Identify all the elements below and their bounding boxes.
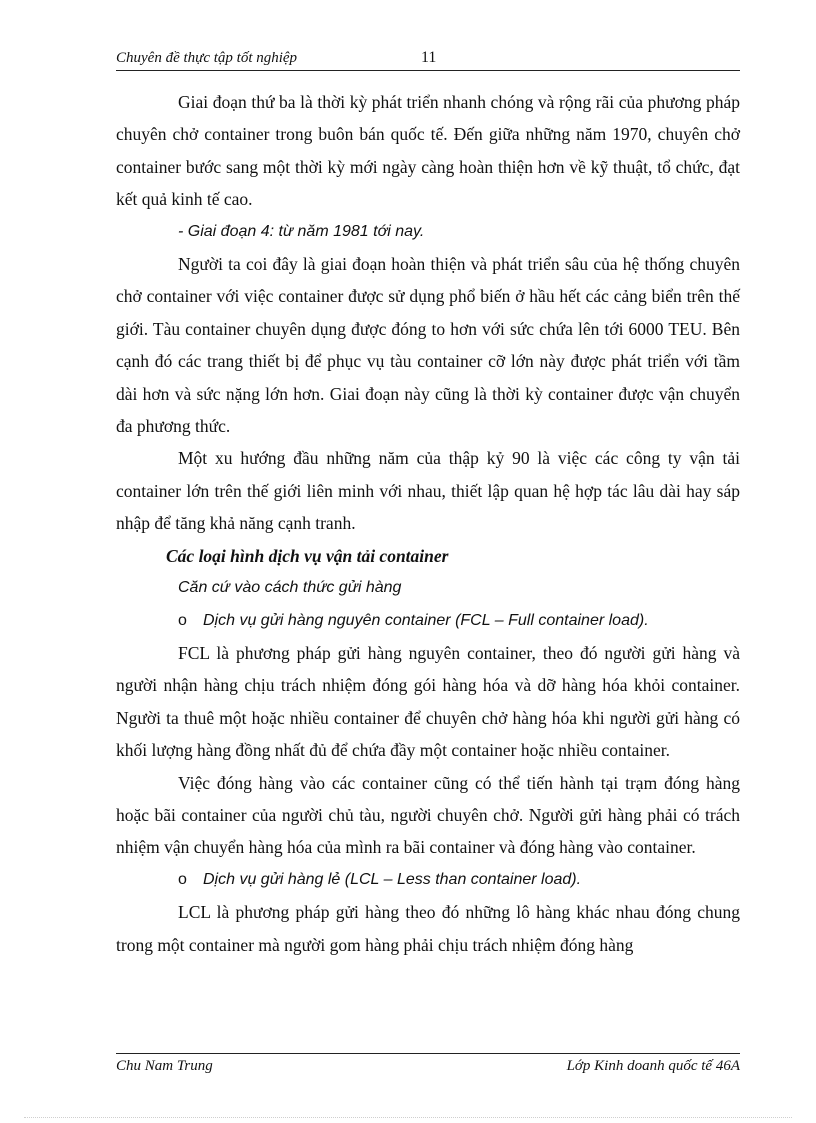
footer-author: Chu Nam Trung bbox=[116, 1058, 213, 1074]
section-heading: Các loại hình dịch vụ vận tải container bbox=[166, 545, 449, 566]
paragraph-stage4: Người ta coi đây là giai đoạn hoàn thiện và phát triển sâu của hệ thống chuyên chở container với việc container được sử dụng phổ biến ở hầu hết các cảng biển trên thế giới. Tàu container chuyên dụng được đóng to hơn với sức chứa lên tới 6000 TEU. Bên cạnh đó các trang thiết bị để phục vụ tàu container cỡ lớn này được phát triển với tầm dài hơn và sức nặng lớn hơn. Giai đoạn này cũng là thời kỳ container được vận chuyển đa phương thức. bbox=[116, 254, 740, 437]
bullet-fcl-text: Dịch vụ gửi hàng nguyên container (FCL – Full container load). bbox=[203, 611, 649, 629]
bullet-lcl-text: Dịch vụ gửi hàng lẻ (LCL – Less than container load). bbox=[203, 870, 582, 888]
bullet-mark: o bbox=[178, 611, 187, 629]
section-subheading: Căn cứ vào cách thức gửi hàng bbox=[178, 579, 402, 597]
paragraph-lcl: LCL là phương pháp gửi hàng theo đó những lô hàng khác nhau đóng chung trong một container mà người gom hàng phải chịu trách nhiệm đóng hàng bbox=[116, 902, 740, 955]
bullet-mark: o bbox=[178, 870, 187, 888]
paragraph-trend: Một xu hướng đầu những năm của thập kỷ 90 là việc các công ty vận tải container lớn trên thế giới liên minh với nhau, thiết lập quan hệ hợp tác lâu dài hay sáp nhập để tăng khả năng cạnh tranh. bbox=[116, 448, 740, 534]
paragraph-packing: Việc đóng hàng vào các container cũng có thể tiến hành tại trạm đóng hàng hoặc bãi container của người chủ tàu, người chuyên chở. Người gửi hàng phải có trách nhiệm vận chuyển hàng hóa của mình ra bãi container và đóng hàng vào container. bbox=[116, 772, 740, 858]
footer-class: Lớp Kinh doanh quốc tế 46A bbox=[566, 1058, 740, 1074]
bullet-fcl bbox=[116, 605, 740, 637]
page-footer bbox=[116, 1053, 740, 1078]
page-content bbox=[116, 86, 740, 961]
page-edge-divider bbox=[24, 1117, 792, 1118]
header-title: Chuyên đề thực tập tốt nghiệp bbox=[116, 50, 298, 66]
stage4-line: - Giai đoạn 4: từ năm 1981 tới nay. bbox=[178, 222, 425, 240]
page-header bbox=[116, 48, 740, 71]
page-number: 11 bbox=[421, 49, 437, 66]
paragraph-fcl: FCL là phương pháp gửi hàng nguyên container, theo đó người gửi hàng và người nhận hàng chịu trách nhiệm đóng gói hàng hóa và dỡ hàng hóa khỏi container. Người ta thuê một hoặc nhiều container để chuyên chở hàng hóa khi người gửi hàng có khối lượng hàng đồng nhất đủ để chứa đầy một container hoặc nhiều container. bbox=[116, 642, 740, 761]
bullet-lcl bbox=[116, 864, 740, 896]
paragraph-stage3: Giai đoạn thứ ba là thời kỳ phát triển nhanh chóng và rộng rãi của phương pháp chuyên chở container trong buôn bán quốc tế. Đến giữa những năm 1970, chuyên chở container bước sang một thời kỳ mới ngày càng hoàn thiện hơn về kỹ thuật, tổ chức, đạt kết quả kinh tế cao. bbox=[116, 92, 740, 210]
